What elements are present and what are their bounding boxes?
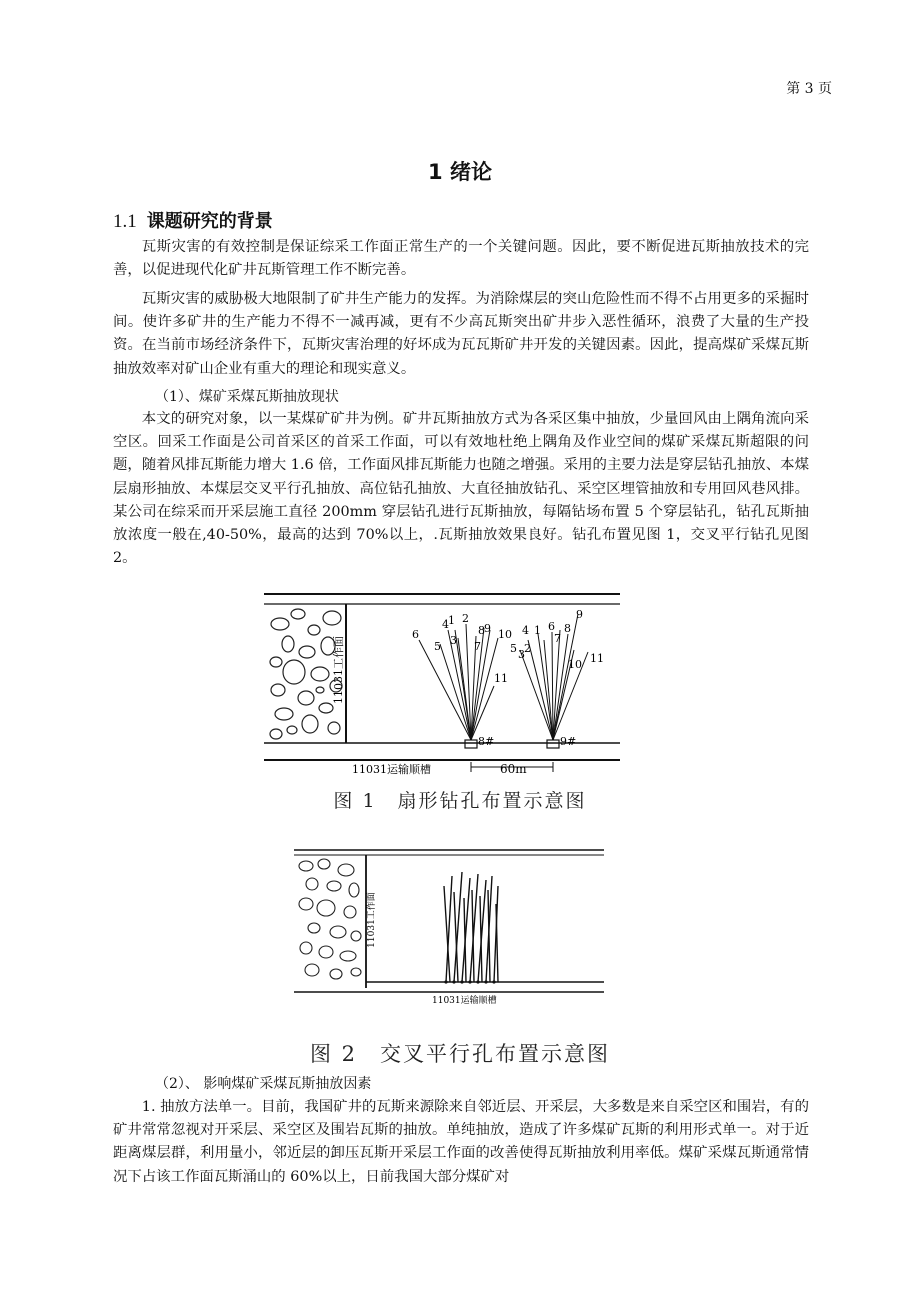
section-heading — [113, 207, 273, 233]
hole-number: 10 — [568, 658, 582, 671]
hole-number: 7 — [474, 640, 481, 653]
figure-1-fan-drilling-diagram — [262, 590, 624, 780]
figure-1-site-label-8: 8# — [478, 735, 495, 748]
chapter-title: 1 绪论 — [428, 160, 492, 184]
figure-1-face-label: 11031工作面 — [332, 636, 345, 704]
hole-number: 11 — [494, 672, 508, 685]
figure-1-distance-label: 60m — [500, 762, 527, 776]
paragraph-1: 瓦斯灾害的有效控制是保证综采工作面正常生产的一个关键问题。因此，要不断促进瓦斯抽放技术的完善，以促进现代化矿井瓦斯管理工作不断完善。 — [113, 239, 809, 279]
hole-number: 2 — [524, 642, 531, 655]
figure-2-cross-parallel-diagram — [292, 846, 608, 1006]
hole-number: 5 — [434, 640, 441, 653]
figure-1-caption: 图 1 扇形钻孔布置示意图 — [333, 790, 587, 812]
hole-number: 11 — [590, 652, 604, 665]
hole-number: 10 — [498, 628, 512, 641]
figure-1-roadway-label: 11031运输顺槽 — [352, 763, 431, 776]
hole-number: 6 — [548, 620, 555, 633]
figure-2-caption: 图 2 交叉平行孔布置示意图 — [309, 1042, 611, 1066]
page-number: 第 3 页 — [786, 81, 832, 97]
paragraph-2: 瓦斯灾害的威胁极大地限制了矿井生产能力的发挥。为消除煤层的突山危险性而不得不占用更多的采掘时间。使许多矿井的生产能力不得不一减再减，更有不少高瓦斯突出矿井步入恶性循环，浪费了大量的生产投资。在当前市场经济条件下，瓦斯灾害治理的好坏成为瓦瓦斯矿井开发的关键因素。因此，提高煤矿采煤瓦斯抽放效率对矿山企业有重大的理论和现实意义。 — [113, 291, 809, 377]
section-title: 课题研究的背景 — [146, 211, 273, 232]
subheading-2: （2）、 影响煤矿采煤瓦斯抽放因素 — [155, 1076, 372, 1092]
paragraph-4: 1. 抽放方法单一。目前，我国矿井的瓦斯来源除来自邻近层、开采层，大多数是来自采空区和围岩，有的矿井常常忽视对开采层、采空区及围岩瓦斯的抽放。单纯抽放，造成了许多煤矿瓦斯的利用形式单一。对于近距离煤层群，利用量小，邻近层的卸压瓦斯开采层工作面的改善使得瓦斯抽放利用率低。煤矿采煤瓦斯通常情况下占该工作面瓦斯涌山的 60%以上，日前我国大部分煤矿对 — [113, 1099, 809, 1185]
hole-number: 1 — [534, 624, 541, 637]
figure-2-roadway-label: 11031运输顺槽 — [432, 996, 497, 1006]
subheading-1: （1）、煤矿采煤瓦斯抽放现状 — [155, 389, 339, 405]
hole-number: 9 — [484, 622, 491, 635]
hole-number: 8 — [564, 622, 571, 635]
hole-number: 2 — [462, 612, 469, 625]
paragraph-3: 本文的研究对象，以一某煤矿矿井为例。矿井瓦斯抽放方式为各采区集中抽放，少量回风由上隅角流向采空区。回采工作面是公司首采区的首采工作面，可以有效地杜绝上隅角及作业空间的煤矿采煤瓦斯超限的问题，随着风排瓦斯能力增大 1.6 倍，工作面风排瓦斯能力也随之增强。采用的主要力法是穿层钻孔抽放、本煤层扇形抽放、本煤层交叉平行孔抽放、高位钻孔抽放、大直径抽放钻孔、采空区埋管抽放和专用回风巷风排。某公司在综采而开采层施工直径 200mm 穿层钻孔进行瓦斯抽放，每隔钻场布置 5 个穿层钻孔，钻孔瓦斯抽放浓度一般在,40-50%，最高的达到 70%以上，.瓦斯抽放效果良好。钻孔布置见图 1，交叉平行钻孔见图 2。 — [113, 411, 809, 567]
hole-number: 7 — [554, 632, 561, 645]
hole-number: 4 — [522, 624, 529, 637]
section-number: 1.1 — [113, 211, 137, 232]
figure-2-face-label: 11031工作面 — [367, 892, 377, 948]
hole-number: 5 — [510, 642, 517, 655]
hole-number: 3 — [450, 634, 457, 647]
hole-number: 9 — [576, 608, 583, 621]
hole-number: 6 — [412, 628, 419, 641]
hole-number: 1 — [448, 614, 455, 627]
hole-number: 3 — [518, 648, 525, 661]
hole-number: 4 — [442, 618, 449, 631]
hole-number: 8 — [478, 624, 485, 637]
figure-1-site-label-9: 9# — [560, 735, 577, 748]
